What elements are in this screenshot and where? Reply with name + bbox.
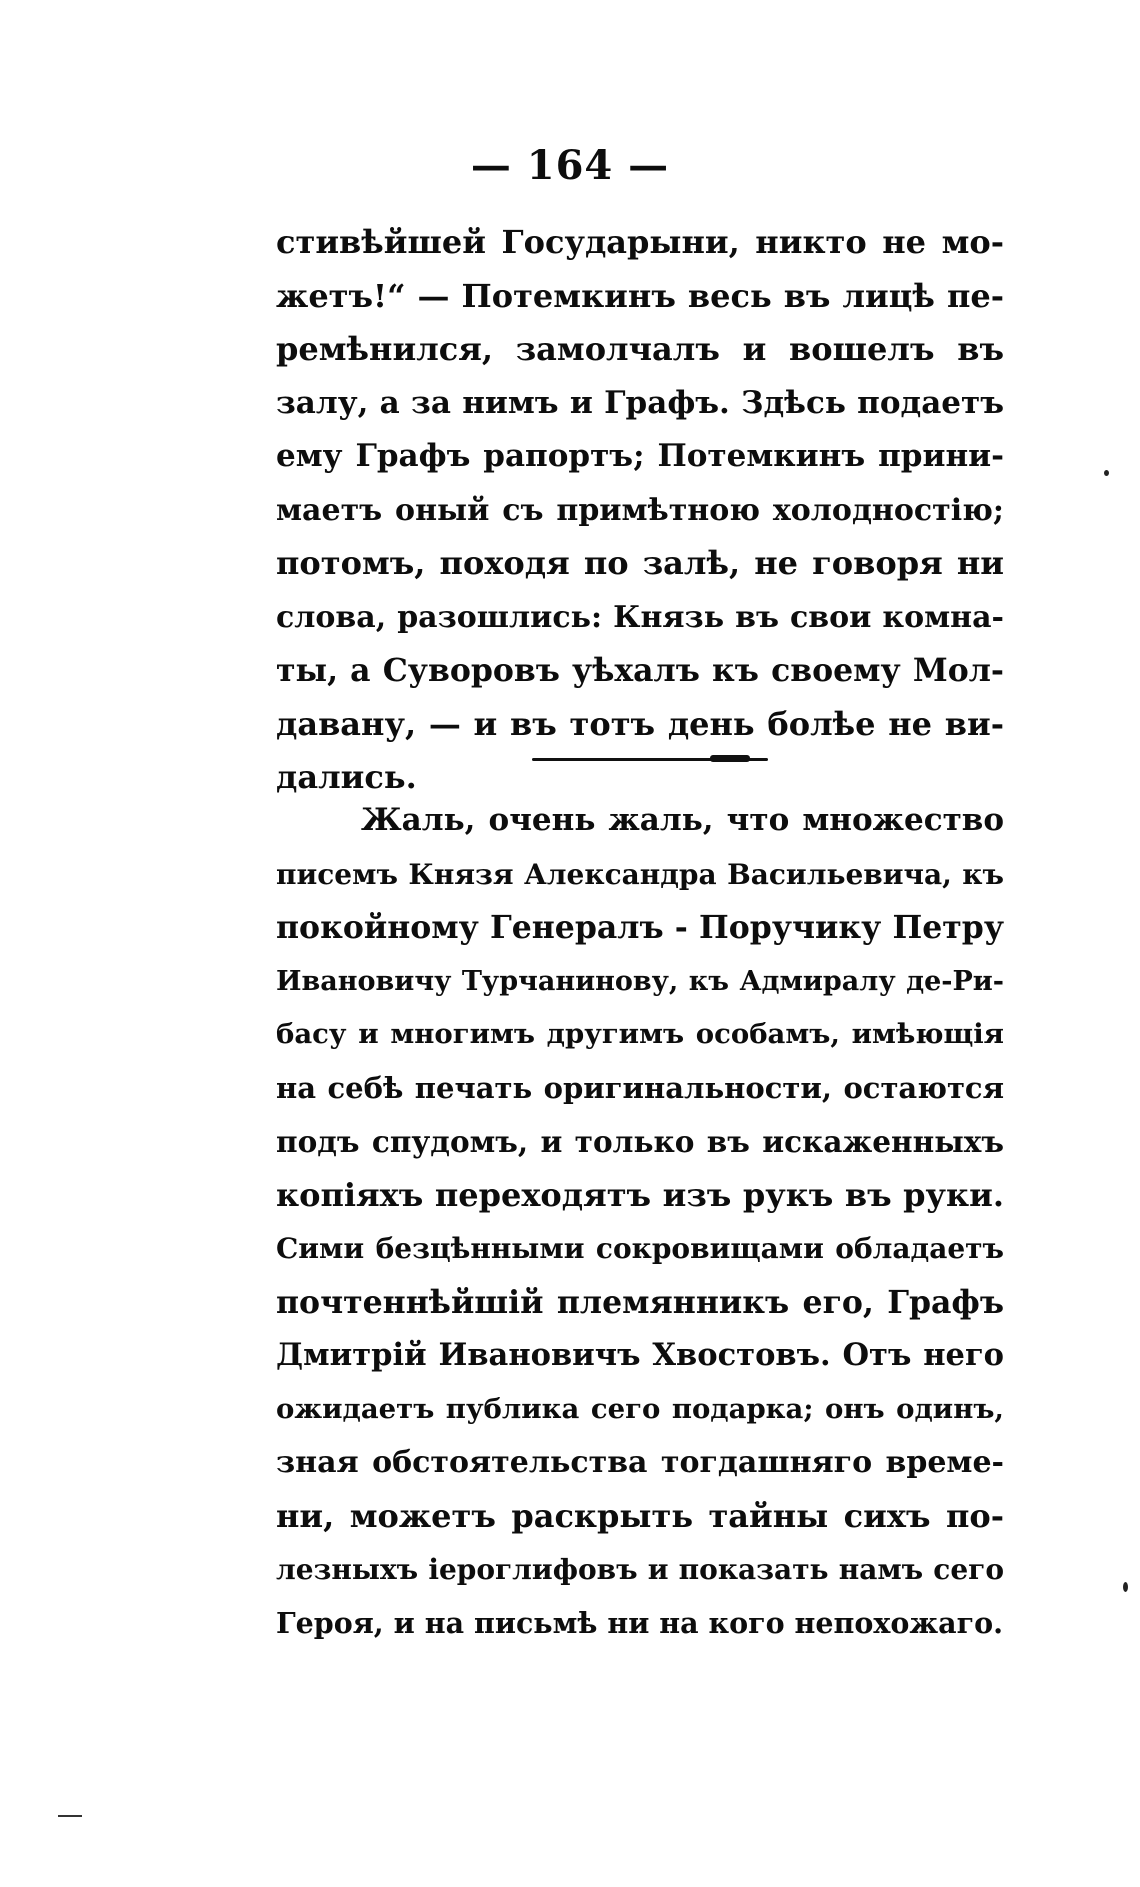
text-line: Дмитрій Ивановичъ Хвостовъ. Отъ него [276, 1337, 1004, 1373]
text-line: лезныхъ іероглифовъ и показать намъ сего [276, 1553, 1004, 1586]
ink-speck [1123, 1582, 1128, 1592]
text-line: стивѣйшей Государыни, никто не мо- [276, 223, 1004, 261]
text-line: копіяхъ переходятъ изъ рукъ въ руки. [276, 1175, 1004, 1214]
margin-mark [58, 1815, 82, 1817]
page-number: — 164 — [470, 142, 670, 189]
text-line: почтеннѣйшій племянникъ его, Графъ [276, 1283, 1004, 1321]
text-line: Жаль, очень жаль, что множество [361, 802, 1004, 838]
text-line: жетъ!“ — Потемкинъ весь въ лицѣ пе- [276, 276, 1004, 315]
text-line: ожидаетъ публика сего подарка; онъ одинъ, [276, 1392, 1004, 1425]
text-line: давану, — и въ тотъ день болѣе не ви- [276, 704, 1004, 743]
section-separator [532, 758, 768, 761]
text-line: ты, а Суворовъ уѣхалъ къ своему Мол- [276, 652, 1004, 689]
text-line: зная обстоятельства тогдашняго време- [276, 1445, 1004, 1480]
text-line: ни, можетъ раскрыть тайны сихъ по- [276, 1496, 1004, 1535]
text-line: потомъ, походя по залѣ, не говоря ни [276, 544, 1004, 582]
text-line: писемъ Князя Александра Васильевича, къ [276, 857, 1004, 891]
text-line: маетъ оный съ примѣтною холодностію; [276, 492, 1004, 528]
text-line: ремѣнился, замолчалъ и вошелъ въ [276, 330, 1004, 368]
text-line: дались. [276, 758, 417, 796]
text-line: Героя, и на письмѣ ни на кого непохожаго. [276, 1605, 1004, 1640]
text-line: Сими безцѣнными сокровищами обладаетъ [276, 1232, 1004, 1265]
text-line: подъ спудомъ, и только въ искаженныхъ [276, 1124, 1004, 1159]
text-line: басу и многимъ другимъ особамъ, имѣющія [276, 1018, 1004, 1050]
text-line: покойному Генералъ - Поручику Петру [276, 909, 1004, 946]
text-line: залу, а за нимъ и Графъ. Здѣсь подаетъ [276, 384, 1004, 421]
paragraph-1 [276, 216, 1004, 805]
text-line: на себѣ печать оригинальности, остаются [276, 1070, 1004, 1105]
text-line: ему Графъ рапортъ; Потемкинъ прини- [276, 438, 1004, 474]
ink-speck [1104, 470, 1109, 476]
text-line: слова, разошлись: Князь въ свои комна- [276, 599, 1004, 635]
text-line: Ивановичу Турчанинову, къ Адмиралу де-Ри- [276, 965, 1004, 997]
paragraph-2 [276, 794, 1004, 1650]
